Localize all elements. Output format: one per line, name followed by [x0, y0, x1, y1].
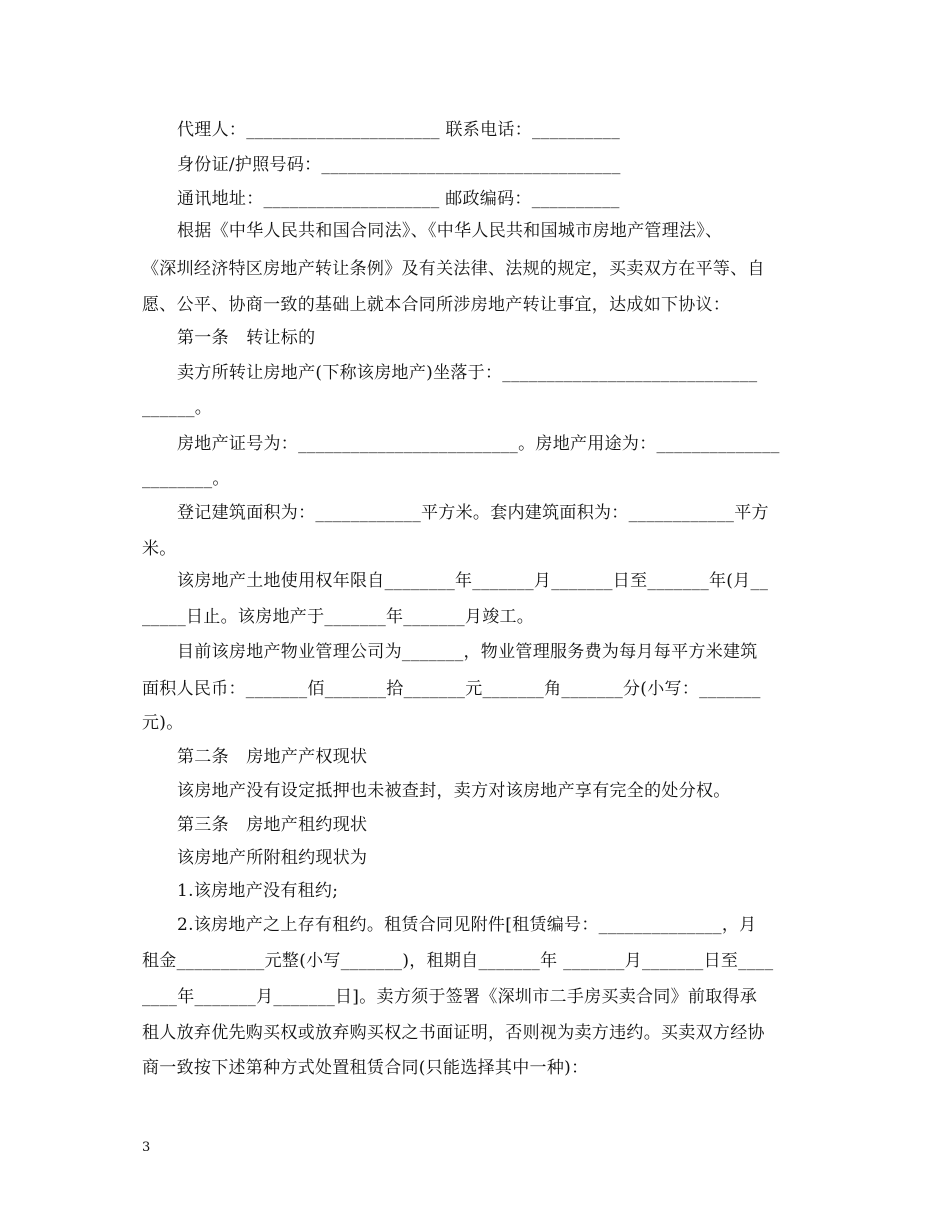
lease-status-line: 该房地产所附租约现状为 — [177, 848, 368, 868]
article-2-heading: 第二条 房地产产权现状 — [177, 747, 368, 767]
location-line-2: ______。 — [142, 398, 213, 418]
article-3-heading: 第三条 房地产租约现状 — [177, 815, 368, 835]
area-line-2: 米。 — [142, 539, 177, 559]
address-line: 通讯地址：____________________ 邮政编码：__________ — [177, 189, 620, 209]
agent-line: 代理人：______________________ 联系电话：__________ — [177, 120, 621, 140]
lease-option-2-line-2: 租金__________元整(小写_______)，租期自_______年 _______月_______日至____ — [142, 951, 774, 971]
lease-option-2-line-1: 2.该房地产之上存有租约。租赁合同见附件[租赁编号：______________，月 — [177, 915, 757, 935]
land-term-line-2: _____日止。该房地产于_______年_______月竣工。 — [142, 607, 535, 627]
lease-option-2-line-5: 商一致按下述第种方式处置租赁合同(只能选择其中一种)： — [142, 1058, 589, 1078]
management-line-3: 元)。 — [142, 713, 184, 733]
lease-option-2-line-4: 租人放弃优先购买权或放弃购买权之书面证明，否则视为卖方违约。买卖双方经协 — [142, 1023, 765, 1043]
article-2-text: 该房地产没有设定抵押也未被查封，卖方对该房地产享有完全的处分权。 — [177, 781, 731, 801]
certificate-line-2: ________。 — [142, 469, 230, 489]
preamble-line-1: 根据《中华人民共和国合同法》、《中华人民共和国城市房地产管理法》、 — [177, 221, 723, 241]
management-line-1: 目前该房地产物业管理公司为_______，物业管理服务费为每月每平方米建筑 — [177, 642, 758, 662]
page-number: 3 — [142, 1140, 151, 1155]
lease-option-2-line-3: ____年_______月_______日]。卖方须于签署《深圳市二手房买卖合同》前取得承 — [142, 987, 758, 1007]
id-passport-line: 身份证/护照号码：__________________________________ — [177, 155, 621, 175]
lease-option-1: 1.该房地产没有租约; — [177, 881, 339, 901]
article-1-heading: 第一条 转让标的 — [177, 328, 316, 348]
certificate-line-1: 房地产证号为：_________________________。房地产用途为：______________ — [177, 434, 780, 454]
management-line-2: 面积人民币：_______佰_______拾_______元_______角_______分(小写：_______ — [142, 679, 761, 699]
preamble-line-3: 愿、公平、协商一致的基础上就本合同所涉房地产转让事宜，达成如下协议： — [142, 295, 731, 315]
land-term-line-1: 该房地产土地使用权年限自________年_______月_______日至_______年(月__ — [177, 571, 769, 591]
area-line-1: 登记建筑面积为：____________平方米。套内建筑面积为：____________平方 — [177, 503, 769, 523]
location-line-1: 卖方所转让房地产(下称该房地产)坐落于：_____________________________ — [177, 363, 758, 383]
preamble-line-2: 《深圳经济特区房地产转让条例》及有关法律、法规的规定，买卖双方在平等、自 — [142, 259, 765, 279]
